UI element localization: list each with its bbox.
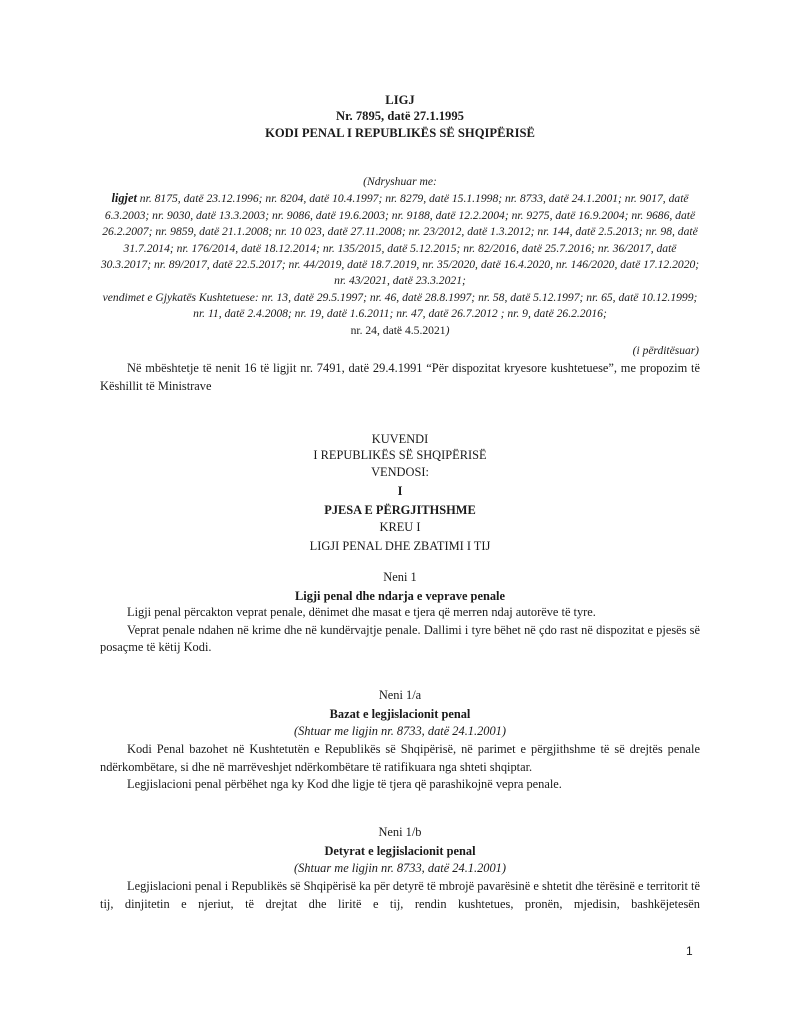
assembly-line-3: VENDOSI:	[371, 464, 429, 479]
article-1-body	[100, 604, 700, 657]
article-paragraph: Veprat penale ndahen në krime dhe në kundërvajtje penale. Dallimi i tyre bëhet në çdo rast në dispozitat e pjesës së posaçme të këtij Kodi.	[100, 622, 700, 655]
article-1b-heading	[100, 824, 700, 876]
article-number: Neni 1/b	[378, 825, 422, 839]
law-title: KODI PENAL I REPUBLIKËS SË SHQIPËRISË	[265, 125, 535, 140]
law-header	[100, 92, 700, 141]
article-number: Neni 1/a	[378, 688, 422, 702]
assembly-heading	[100, 431, 700, 480]
amendments-laws	[100, 190, 700, 289]
chapter-title: LIGJI PENAL DHE ZBATIMI I TIJ	[309, 539, 491, 554]
amendments-block	[100, 174, 700, 339]
preamble	[100, 360, 700, 395]
article-paragraph: Legjislacioni penal përbëhet nga ky Kod dhe ligje të tjera që parashikojnë vepra penale.	[127, 777, 562, 792]
article-1-heading	[100, 569, 700, 605]
part-title: PJESA E PËRGJITHSHME	[324, 503, 476, 518]
article-number: Neni 1	[383, 570, 417, 584]
page-number: 1	[686, 944, 693, 958]
article-title: Detyrat e legjislacionit penal	[324, 844, 476, 859]
amendments-laws-list: nr. 8175, datë 23.12.1996; nr. 8204, datë 10.4.1997; nr. 8279, datë 15.1.1998; nr. 8733, datë 24.1.2001; nr. 9017, datë 6.3.2003; nr. 9030, datë 13.3.2003; nr. 9086, datë 19.6.2003; nr. 9188, datë 12.2.2004; nr. 9275, datë 16.9.2004; nr. 9686, datë 26.2.2007; nr. 9859, datë 21.1.2008; nr. 10 023, datë 27.11.2008; nr. 23/2012, datë 1.3.2012; nr. 144, datë 2.5.2013; nr. 98, datë 31.7.2014; nr. 176/2014, datë 18.12.2014; nr. 135/2015, datë 5.12.2015; nr. 82/2016, datë 25.7.2016; nr. 36/2017, datë 30.3.2017; nr. 89/2017, datë 22.5.2017; nr. 44/2019, datë 18.7.2019, nr. 35/2020, datë 16.4.2020, nr. 146/2020, datë 17.12.2020; nr. 43/2021, datë 23.3.2021;	[100, 192, 700, 288]
amendments-last-text: nr. 24, datë 4.5.2021	[350, 323, 446, 337]
article-paragraph: Legjislacioni penal i Republikës së Shqipërisë ka për detyrë të mbrojë pavarësinë e shtetit dhe tërësinë e territorit të tij, dinjitetin e njeriut, të drejtat dhe liritë e tij, rendin kushtetues, pronën, mjedisin, bashkëjetesën	[100, 879, 700, 911]
law-label: LIGJ	[385, 93, 415, 107]
article-paragraph: Kodi Penal bazohet në Kushtetutën e Republikës së Shqipërisë, në parimet e përgjithshme të së drejtës penale ndërkombëtare, si dhe në marrëveshjet ndërkombëtare të ratifikuara nga shteti shqiptar.	[100, 742, 700, 774]
chapter-label: KREU I	[379, 519, 421, 534]
article-1a-body	[100, 741, 700, 794]
article-paragraph: Ligji penal përcakton veprat penale, dënimet dhe masat e tjera që merren ndaj autorëve të tyre.	[127, 605, 596, 619]
assembly-line-1: KUVENDI	[371, 432, 429, 446]
article-note: (Shtuar me ligjin nr. 8733, datë 24.1.2001)	[293, 860, 506, 875]
article-title: Ligji penal dhe ndarja e veprave penale	[295, 589, 505, 604]
part-roman: I	[397, 484, 403, 498]
assembly-line-2: I REPUBLIKËS SË SHQIPËRISË	[313, 448, 487, 463]
preamble-text: Në mbështetje të nenit 16 të ligjit nr. 7491, datë 29.4.1991 “Për dispozitat kryesore kushtetuese”, me propozim të Këshillit të Ministrave	[100, 361, 700, 393]
article-title: Bazat e legjislacionit penal	[329, 707, 471, 722]
amendments-close: )	[445, 323, 450, 337]
article-note: (Shtuar me ligjin nr. 8733, datë 24.1.2001)	[293, 723, 506, 738]
updated-note: (i përditësuar)	[632, 345, 699, 357]
article-1a-heading	[100, 687, 700, 739]
amendments-court-decisions: vendimet e Gjykatës Kushtetuese: nr. 13, datë 29.5.1997; nr. 46, datë 28.8.1997; nr. 58, datë 5.12.1997; nr. 65, datë 10.12.1999; nr. 11, datë 2.4.2008; nr. 19, datë 1.6.2011; nr. 47, datë 26.7.2012 ; nr. 9, datë 26.2.2016;	[102, 290, 698, 321]
amendments-last	[100, 323, 700, 339]
amendments-intro: (Ndryshuar me:	[363, 175, 437, 188]
article-1b-body	[100, 878, 700, 913]
part-heading	[100, 483, 700, 555]
law-number: Nr. 7895, datë 27.1.1995	[336, 109, 464, 124]
amendments-laws-lead: ligjet	[111, 191, 137, 206]
